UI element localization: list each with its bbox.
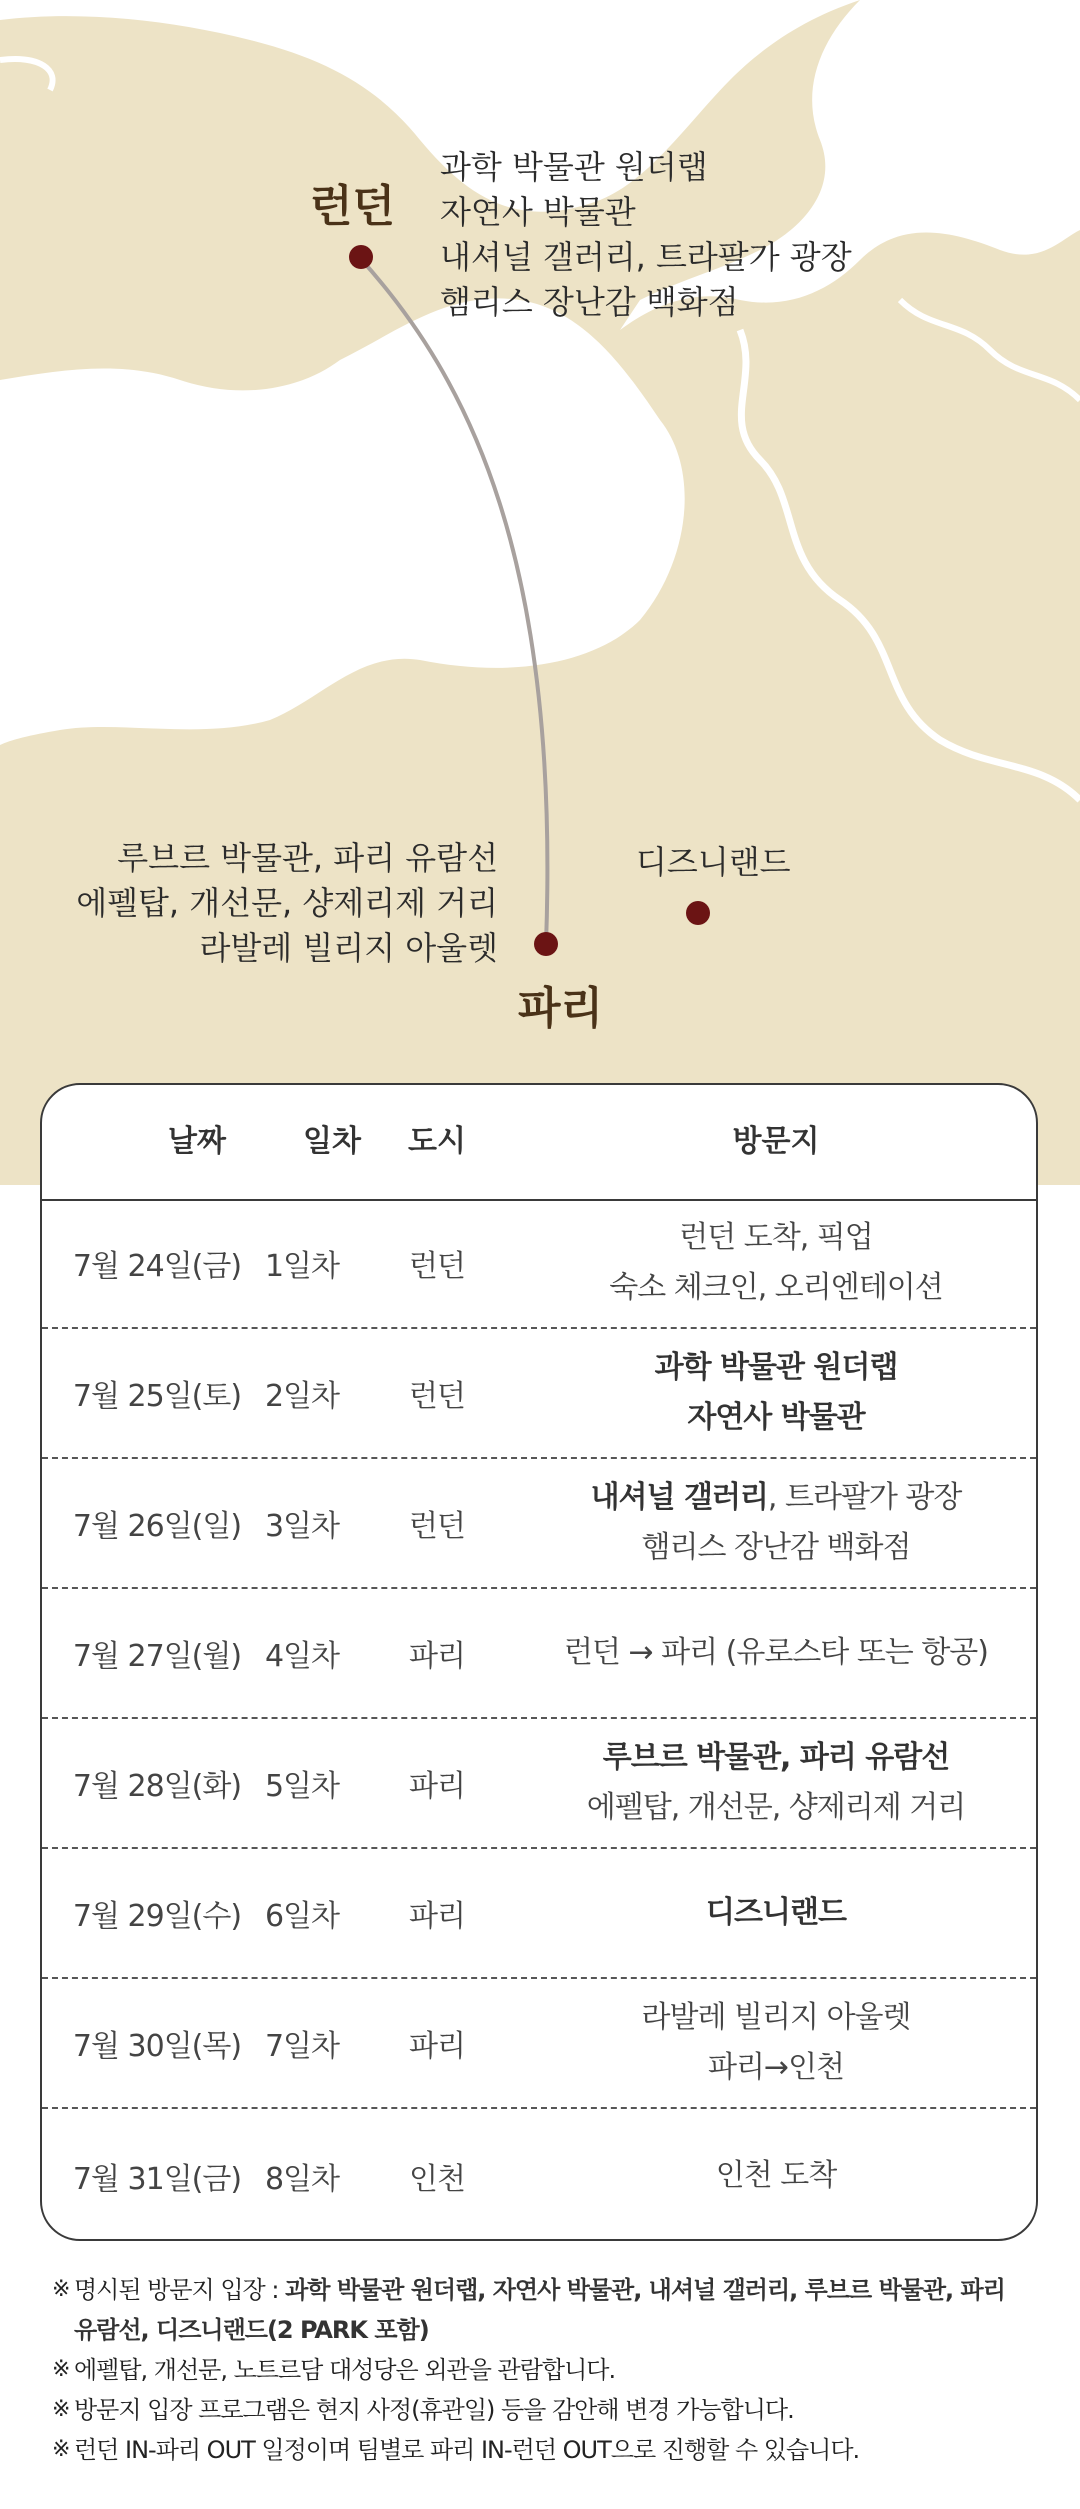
table-row [42,1199,1036,1329]
visit-line [708,2043,844,2093]
row-city: 파리 [409,2029,465,2064]
notes-section [52,2270,1032,2470]
note-mark: ※ [52,2437,70,2462]
visit-text: 숙소 체크인, 오리엔테이션 [609,1270,943,1305]
visit-line [603,1733,950,1783]
row-city: 파리 [409,1639,465,1674]
note-mark: ※ [52,2277,70,2302]
row-day: 7일차 [264,2029,340,2064]
note-admission-list: 과학 박물관 원더랩, 자연사 박물관, 내셔널 갤러리, 루브르 박물관, 파리 유람선, 디즈니랜드(2 PARK 포함) [74,2276,1005,2344]
visit-line [655,1343,898,1393]
visit-highlight: 자연사 박물관 [687,1400,865,1435]
poi-item: 내셔널 갤러리, 트라팔가 광장 [440,238,852,276]
note-line [52,2390,1032,2430]
row-city: 런던 [409,1249,465,1284]
visit-line [642,1993,911,2043]
table-row [42,2109,1036,2241]
poi-item: 에펠탑, 개선문, 샹제리제 거리 [76,884,498,922]
visit-line [679,1213,873,1263]
paris-poi-list [60,836,498,971]
visit-text: 에펠탑, 개선문, 샹제리제 거리 [586,1790,966,1825]
table-row [42,1979,1036,2109]
note-text: 에펠탑, 개선문, 노트르담 대성당은 외관을 관람합니다. [74,2356,616,2384]
table-header [42,1085,1036,1201]
visit-text: , 트라팔가 광장 [767,1480,962,1515]
visit-highlight: 루브르 박물관, 파리 유람선 [602,1740,950,1775]
row-day: 3일차 [264,1509,340,1544]
row-date: 7월 27일(월) [72,1639,242,1674]
london-poi-list [440,145,852,325]
row-date: 7월 31일(금) [72,2162,242,2197]
route-map [0,0,1080,1185]
city-label-london: 런던 [310,181,396,232]
row-date: 7월 29일(수) [72,1899,242,1934]
row-visit [512,1459,1038,1587]
row-visit [512,1589,1038,1717]
poi-item: 과학 박물관 원더랩 [440,148,708,186]
row-day: 1일차 [264,1249,340,1284]
row-visit [512,2109,1038,2241]
visit-line [706,1888,846,1938]
note-text: 방문지 입장 프로그램은 현지 사정(휴관일) 등을 감안해 변경 가능합니다. [74,2396,794,2424]
row-day: 4일차 [264,1639,340,1674]
row-visit [512,1719,1038,1847]
header-date: 날짜 [168,1124,226,1159]
header-day: 일차 [303,1124,361,1159]
visit-text: 런던 → 파리 (유로스타 또는 항공) [564,1635,988,1670]
visit-line [609,1263,942,1313]
visit-text: 파리→인천 [707,2050,845,2085]
visit-highlight: 과학 박물관 원더랩 [654,1350,898,1385]
row-city: 런던 [409,1379,465,1414]
visit-line [587,1783,965,1833]
table-row [42,1589,1036,1719]
note-mark: ※ [52,2397,70,2422]
row-date: 7월 26일(일) [72,1509,242,1544]
visit-line [564,1628,988,1678]
paris-marker [534,932,558,956]
poi-item: 라발레 빌리지 아울렛 [199,929,498,967]
row-date: 7월 30일(목) [72,2029,242,2064]
row-city: 파리 [409,1769,465,1804]
visit-line [716,2151,836,2201]
row-city: 파리 [409,1899,465,1934]
row-day: 8일차 [264,2162,340,2197]
header-city: 도시 [408,1124,466,1159]
row-day: 2일차 [264,1379,340,1414]
visit-line [642,1523,911,1573]
table-row [42,1459,1036,1589]
visit-highlight: 내셔널 갤러리 [590,1480,768,1515]
note-admission [52,2270,1032,2350]
poi-item: 햄리스 장난감 백화점 [440,283,739,321]
row-day: 5일차 [264,1769,340,1804]
note-admission-prefix: 명시된 방문지 입장 : [74,2276,286,2304]
row-city: 런던 [409,1509,465,1544]
row-visit [512,1199,1038,1327]
city-label-paris: 파리 [518,983,604,1034]
row-visit [512,1329,1038,1457]
table-row [42,1719,1036,1849]
visit-text: 라발레 빌리지 아울렛 [641,2000,911,2035]
visit-text: 햄리스 장난감 백화점 [641,1530,911,1565]
visit-line [591,1473,962,1523]
disney-label: 디즈니랜드 [636,843,791,881]
row-date: 7월 25일(토) [72,1379,242,1414]
note-mark: ※ [52,2357,70,2382]
poi-item: 자연사 박물관 [440,193,636,231]
visit-text: 인천 도착 [715,2158,837,2193]
table-row [42,1329,1036,1459]
note-text: 런던 IN-파리 OUT 일정이며 팀별로 파리 IN-런던 OUT으로 진행할 수 있습니다. [74,2436,860,2464]
poi-item: 루브르 박물관, 파리 유람선 [117,839,498,877]
header-visit: 방문지 [732,1124,820,1159]
row-day: 6일차 [264,1899,340,1934]
note-line [52,2350,1032,2390]
row-city: 인천 [409,2162,465,2197]
london-marker [349,245,373,269]
note-line [52,2430,1032,2470]
row-visit [512,1979,1038,2107]
row-date: 7월 28일(화) [72,1769,242,1804]
table-row [42,1849,1036,1979]
visit-highlight: 디즈니랜드 [706,1895,846,1930]
row-date: 7월 24일(금) [72,1249,242,1284]
schedule-table [40,1083,1038,2241]
visit-text: 런던 도착, 픽업 [679,1220,873,1255]
row-visit [512,1849,1038,1977]
visit-line [687,1393,864,1443]
disney-marker [686,901,710,925]
